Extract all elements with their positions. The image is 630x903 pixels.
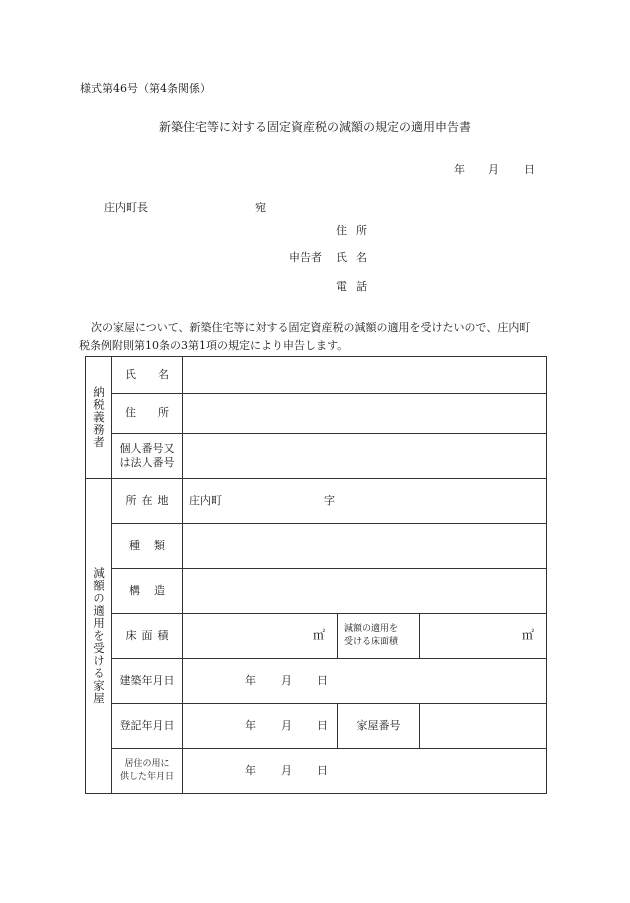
house-structure-row — [86, 569, 547, 614]
type-field[interactable] — [183, 524, 547, 569]
taxpayer-id-label-line1: 個人番号又 — [119, 441, 175, 455]
residence-day: 日 — [317, 763, 328, 777]
taxpayer-section — [86, 357, 112, 479]
location-field[interactable] — [183, 479, 547, 524]
structure-label: 構造 — [112, 569, 183, 614]
structure-field[interactable] — [183, 569, 547, 614]
form-number: 様式第46号（第4条関係） — [80, 82, 211, 95]
application-form-table — [85, 356, 547, 794]
registered-date-label: 登記年月日 — [112, 704, 183, 749]
residence-date-row — [86, 749, 547, 794]
built-month: 月 — [281, 673, 292, 687]
registered-month: 月 — [281, 718, 292, 732]
floor-area-row — [86, 614, 547, 659]
intro-text-line2: 税条例附則第10条の3第1項の規定により申告します。 — [79, 339, 349, 352]
residence-date-label-line2: 供した年月日 — [119, 772, 174, 782]
residence-month: 月 — [281, 763, 292, 777]
addressee-honorific: 宛 — [255, 201, 266, 214]
built-date-label: 建築年月日 — [112, 659, 183, 704]
reduced-area-unit: ㎡ — [521, 628, 534, 643]
house-location-row — [86, 479, 547, 524]
date-year-label: 年 — [454, 163, 465, 176]
built-year: 年 — [245, 673, 256, 687]
built-day: 日 — [317, 673, 328, 687]
location-aza: 字 — [324, 493, 335, 507]
residence-date-label — [112, 749, 183, 794]
location-label: 所在地 — [112, 479, 183, 524]
taxpayer-id-field[interactable] — [183, 434, 547, 479]
house-type-row — [86, 524, 547, 569]
house-number-field[interactable] — [420, 704, 547, 749]
registered-day: 日 — [317, 718, 328, 732]
house-section-label: 減額の適用を受ける家屋 — [91, 567, 106, 705]
taxpayer-address-row — [86, 394, 547, 434]
floor-area-unit: ㎡ — [312, 628, 325, 643]
residence-date-label-line1: 居住の用に — [124, 758, 170, 769]
house-section — [86, 479, 112, 794]
applicant-name-label: 氏名 — [336, 251, 376, 264]
reduced-area-label-line1: 減額の適用を — [344, 623, 399, 634]
applicant-address-label: 住所 — [336, 224, 376, 237]
reduced-area-label-line2: 受ける床面積 — [344, 637, 399, 647]
residence-date-field[interactable] — [183, 749, 547, 794]
date-day-label: 日 — [524, 163, 535, 176]
taxpayer-section-label: 納税義務者 — [91, 386, 106, 449]
registered-date-row — [86, 704, 547, 749]
taxpayer-name-row — [86, 357, 547, 394]
reduced-area-field[interactable] — [420, 614, 547, 659]
taxpayer-address-field[interactable] — [183, 394, 547, 434]
taxpayer-id-label-line2: は法人番号 — [119, 456, 175, 469]
taxpayer-id-label — [112, 434, 183, 479]
date-month-label: 月 — [488, 163, 499, 176]
residence-year: 年 — [245, 763, 256, 777]
registered-year: 年 — [245, 718, 256, 732]
built-date-row — [86, 659, 547, 704]
registered-date-field[interactable] — [183, 704, 338, 749]
intro-text-line1: 次の家屋について、新築住宅等に対する固定資産税の減額の適用を受けたいので、庄内町 — [91, 321, 531, 334]
floor-area-field[interactable] — [183, 614, 338, 659]
type-label: 種類 — [112, 524, 183, 569]
applicant-label: 申告者 — [289, 251, 322, 264]
taxpayer-name-label: 氏 名 — [112, 357, 183, 394]
taxpayer-id-row — [86, 434, 547, 479]
taxpayer-address-label: 住 所 — [112, 394, 183, 434]
location-town: 庄内町 — [189, 493, 222, 507]
reduced-area-label — [338, 614, 420, 659]
taxpayer-name-field[interactable] — [183, 357, 547, 394]
built-date-field[interactable] — [183, 659, 547, 704]
floor-area-label: 床面積 — [112, 614, 183, 659]
applicant-phone-label: 電話 — [336, 280, 376, 293]
addressee-name: 庄内町長 — [104, 201, 148, 214]
house-number-label: 家屋番号 — [338, 704, 420, 749]
document-title: 新築住宅等に対する固定資産税の減額の規定の適用申告書 — [158, 120, 471, 134]
